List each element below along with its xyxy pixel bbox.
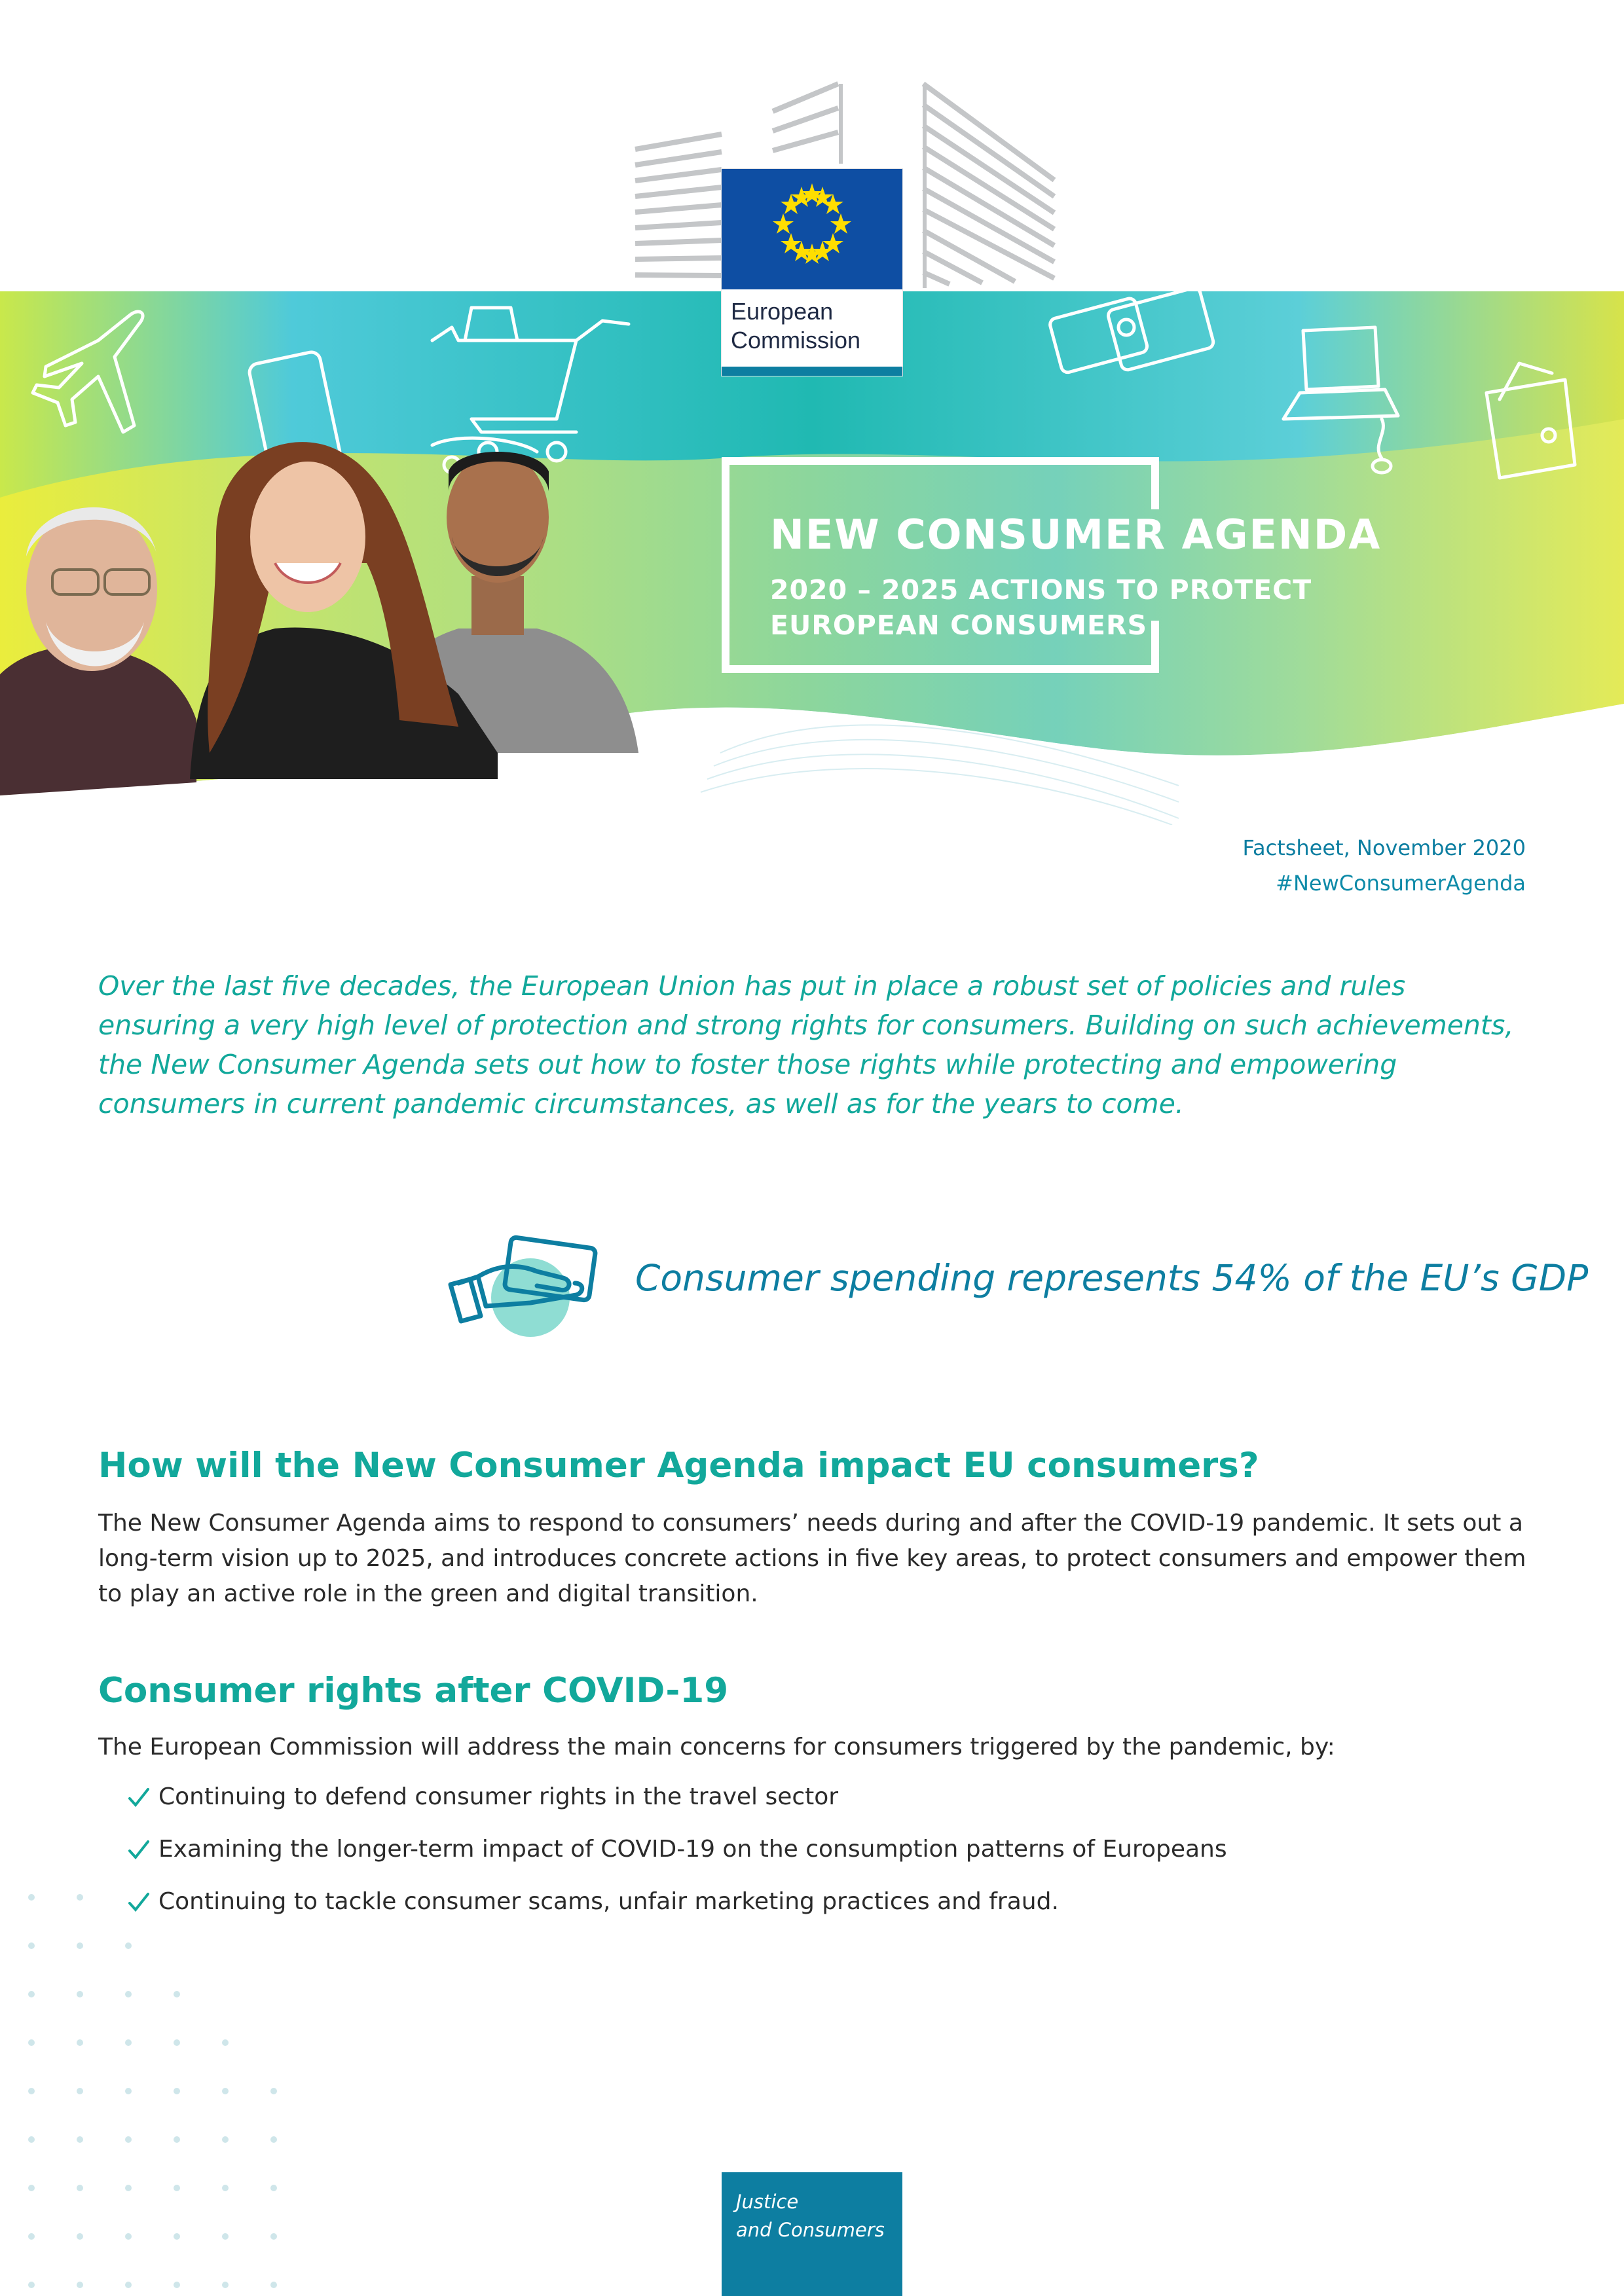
decorative-dot xyxy=(222,2088,229,2094)
decorative-dot xyxy=(77,2185,83,2191)
section-heading-impact: How will the New Consumer Agenda impact EU consumers? xyxy=(98,1446,1259,1485)
decorative-dot xyxy=(174,2233,180,2240)
title-frame-corner xyxy=(1151,457,1159,509)
decorative-dot xyxy=(28,2282,35,2288)
decorative-dot xyxy=(77,1991,83,1997)
decorative-dot xyxy=(77,2039,83,2046)
decorative-dot xyxy=(174,2039,180,2046)
page-title: NEW CONSUMER AGENDA xyxy=(770,511,1382,558)
decorative-dot xyxy=(28,1894,35,1901)
page-subtitle xyxy=(770,572,1359,643)
decorative-dot xyxy=(174,2185,180,2191)
hashtag-link[interactable]: #NewConsumerAgenda xyxy=(1276,871,1526,896)
checkmark-icon xyxy=(126,1836,152,1863)
decorative-dot xyxy=(270,2136,277,2143)
decorative-dot xyxy=(174,2282,180,2288)
decorative-dot xyxy=(222,2233,229,2240)
decorative-dot xyxy=(77,2282,83,2288)
list-item xyxy=(126,1832,1227,1867)
footer-text xyxy=(736,2188,893,2244)
factsheet-date: Factsheet, November 2020 xyxy=(1242,835,1526,860)
decorative-dot xyxy=(28,1991,35,1997)
logo-text-line1: European xyxy=(731,298,834,325)
payment-card-hand-icon xyxy=(445,1224,616,1342)
decorative-dot xyxy=(28,2185,35,2191)
covid-actions-list xyxy=(126,1779,1227,1937)
decorative-dot xyxy=(270,2233,277,2240)
footer-dg-label xyxy=(722,2172,902,2296)
list-item xyxy=(126,1884,1227,1920)
decorative-dot xyxy=(222,2039,229,2046)
decorative-dot xyxy=(77,1894,83,1901)
decorative-dot xyxy=(125,2039,132,2046)
decorative-dot xyxy=(222,2136,229,2143)
factsheet-meta xyxy=(1242,830,1526,901)
decorative-dot xyxy=(174,2136,180,2143)
decorative-dot xyxy=(28,2039,35,2046)
logo-underline xyxy=(722,367,902,376)
decorative-dot xyxy=(77,1942,83,1949)
decorative-dot xyxy=(28,1942,35,1949)
section-heading-covid: Consumer rights after COVID-19 xyxy=(98,1671,729,1711)
section-body-impact: The New Consumer Agenda aims to respond to consumers’ needs during and after the COVID-19 pandemic. It sets out a long-term vision up to 2025, and introduces concrete actions in five key areas, to protect consumers and empower them to play an active role in the green and digital transition. xyxy=(98,1510,1526,1607)
decorative-dot-grid xyxy=(20,1886,282,2296)
decorative-dot xyxy=(125,2282,132,2288)
decorative-dot xyxy=(28,2233,35,2240)
hero-banner xyxy=(0,0,1624,825)
decorative-dot xyxy=(77,2233,83,2240)
decorative-dot xyxy=(28,2136,35,2143)
decorative-dot xyxy=(125,1991,132,1997)
decorative-dot xyxy=(222,2185,229,2191)
decorative-dot xyxy=(174,1991,180,1997)
list-item xyxy=(126,1779,1227,1815)
decorative-dot xyxy=(125,2233,132,2240)
intro-paragraph: Over the last five decades, the European Union has put in place a robust set of policies and rules ensuring a very high level of protection and strong rights for consumers. Building on such achievements, the New Consumer Agenda sets out how to foster those rights while protecting and empowering consumers in current pandemic circumstances, as well as for the years to come. xyxy=(98,970,1514,1120)
decorative-dot xyxy=(125,1942,132,1949)
subtitle-line1: 2020 – 2025 ACTIONS TO PROTECT xyxy=(770,574,1312,606)
list-item-text: Examining the longer-term impact of COVID-19 on the consumption patterns of Europeans xyxy=(158,1836,1227,1863)
logo-text-line2: Commission xyxy=(731,327,861,354)
checkmark-icon xyxy=(126,1784,152,1810)
decorative-dot xyxy=(125,2136,132,2143)
subtitle-line2: EUROPEAN CONSUMERS xyxy=(770,610,1148,641)
decorative-dot xyxy=(77,2136,83,2143)
footer-line2: and Consumers xyxy=(736,2219,885,2241)
logo-wordmark xyxy=(731,297,895,355)
european-commission-logo xyxy=(722,169,902,376)
section-body-covid: The European Commission will address the main concerns for consumers triggered by the pandemic, by: xyxy=(98,1734,1335,1760)
list-item-text: Continuing to tackle consumer scams, unfair marketing practices and fraud. xyxy=(158,1888,1059,1915)
stat-highlight: Consumer spending represents 54% of the EU’s GDP xyxy=(635,1257,1589,1299)
decorative-dot xyxy=(222,2282,229,2288)
decorative-dot xyxy=(270,2088,277,2094)
decorative-dot xyxy=(270,2282,277,2288)
footer-line1: Justice xyxy=(736,2191,799,2213)
decorative-dot xyxy=(125,2185,132,2191)
decorative-dot xyxy=(28,2088,35,2094)
decorative-dot xyxy=(77,2088,83,2094)
eu-flag-icon xyxy=(722,169,902,289)
decorative-dot xyxy=(270,2185,277,2191)
list-item-text: Continuing to defend consumer rights in the travel sector xyxy=(158,1783,839,1810)
decorative-dot xyxy=(125,2088,132,2094)
decorative-dot xyxy=(174,2088,180,2094)
